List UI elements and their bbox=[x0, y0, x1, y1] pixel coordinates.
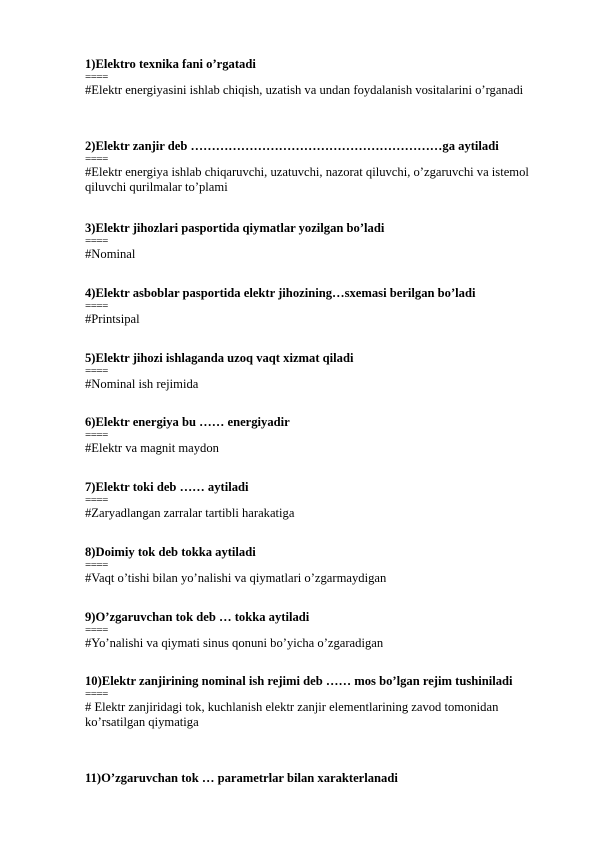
question-10 bbox=[85, 674, 555, 730]
separator: ==== bbox=[85, 365, 108, 377]
question-8 bbox=[85, 545, 555, 586]
separator: ==== bbox=[85, 494, 108, 506]
question-2 bbox=[85, 139, 555, 195]
answer-text: #Elektr va magnit maydon bbox=[85, 441, 219, 455]
question-text: 10)Elektr zanjirining nominal ish rejimi deb …… mos bo’lgan rejim tushiniladi bbox=[85, 674, 513, 688]
separator: ==== bbox=[85, 559, 108, 571]
question-4 bbox=[85, 286, 555, 327]
answer-text: #Vaqt o’tishi bilan yo’nalishi va qiymatlari o’zgarmaydigan bbox=[85, 571, 387, 585]
question-text: 11)O’zgaruvchan tok … parametrlar bilan xarakterlanadi bbox=[85, 771, 398, 785]
question-1 bbox=[85, 57, 555, 98]
question-text: 8)Doimiy tok deb tokka aytiladi bbox=[85, 545, 256, 559]
answer-text: #Zaryadlangan zarralar tartibli harakatiga bbox=[85, 506, 295, 520]
answer-text: # Elektr zanjiridagi tok, kuchlanish elektr zanjir elementlarining zavod tomonidan ko’rsatilgan qiymatiga bbox=[85, 700, 499, 729]
question-text: 9)O’zgaruvchan tok deb … tokka aytiladi bbox=[85, 610, 310, 624]
question-9 bbox=[85, 610, 555, 651]
question-text: 4)Elektr asboblar pasportida elektr jihozining…sxemasi berilgan bo’ladi bbox=[85, 286, 476, 300]
question-text: 6)Elektr energiya bu …… energiyadir bbox=[85, 415, 290, 429]
question-text: 2)Elektr zanjir deb ……………………………………………………ga aytiladi bbox=[85, 139, 499, 153]
question-text: 5)Elektr jihozi ishlaganda uzoq vaqt xizmat qiladi bbox=[85, 351, 354, 365]
question-text: 1)Elektro texnika fani o’rgatadi bbox=[85, 57, 256, 71]
answer-text: #Nominal bbox=[85, 247, 136, 261]
question-7 bbox=[85, 480, 555, 521]
answer-text: #Elektr energiya ishlab chiqaruvchi, uzatuvchi, nazorat qiluvchi, o’zgaruvchi va istemol qiluvchi qurilmalar to’plami bbox=[85, 165, 529, 194]
separator: ==== bbox=[85, 624, 108, 636]
question-6 bbox=[85, 415, 555, 456]
answer-text: #Elektr energiyasini ishlab chiqish, uzatish va undan foydalanish vositalarini o’rganadi bbox=[85, 83, 524, 97]
separator: ==== bbox=[85, 300, 108, 312]
question-5 bbox=[85, 351, 555, 392]
question-text: 3)Elektr jihozlari pasportida qiymatlar yozilgan bo’ladi bbox=[85, 221, 385, 235]
separator: ==== bbox=[85, 235, 108, 247]
separator: ==== bbox=[85, 688, 108, 700]
answer-text: #Printsipal bbox=[85, 312, 140, 326]
separator: ==== bbox=[85, 429, 108, 441]
answer-text: #Nominal ish rejimida bbox=[85, 377, 199, 391]
answer-text: #Yo’nalishi va qiymati sinus qonuni bo’yicha o’zgaradigan bbox=[85, 636, 384, 650]
separator: ==== bbox=[85, 153, 108, 165]
separator: ==== bbox=[85, 71, 108, 83]
question-3 bbox=[85, 221, 555, 262]
question-text: 7)Elektr toki deb …… aytiladi bbox=[85, 480, 249, 494]
question-11 bbox=[85, 771, 555, 786]
